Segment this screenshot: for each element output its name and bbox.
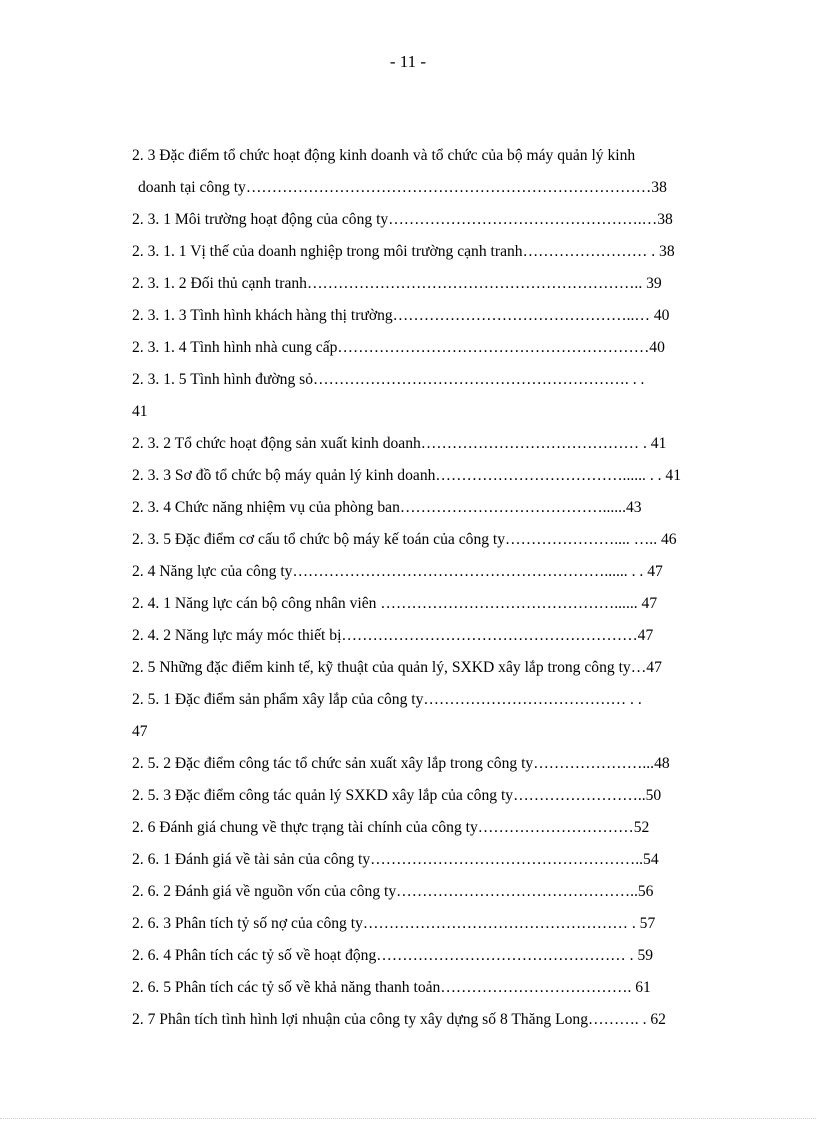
toc-line: 2. 5. 3 Đặc điểm công tác quản lý SXKD xây lắp của công ty……………………..50 [132, 787, 662, 804]
toc-line: 2. 4 Năng lực của công ty……………………………………………………...... . . 47 [132, 563, 663, 580]
toc-line: 2. 6. 1 Đánh giá về tài sản của công ty……………………………………………..54 [132, 851, 659, 868]
page-number: - 11 - [389, 52, 427, 71]
toc-line: 2. 3. 2 Tổ chức hoạt động sản xuất kinh doanh…………………………………… . 41 [132, 435, 667, 452]
toc-line: 2. 3. 1. 5 Tình hình đường sỏ……………………………………………………. . . [132, 371, 645, 388]
toc-line: 2. 3. 1. 2 Đối thủ cạnh tranh……………………………………………………….. 39 [132, 275, 662, 292]
toc-line: 2. 6. 4 Phân tích các tỷ số về hoạt động………………………………………… . 59 [132, 947, 654, 964]
toc-line: 2. 3. 1 Môi trường hoạt động của công ty………………………………………….…38 [132, 211, 673, 228]
toc-line: 2. 3. 1. 3 Tình hình khách hàng thị trường………………………………………..… 40 [132, 307, 670, 324]
toc-line: 2. 6 Đánh giá chung về thực trạng tài chính của công ty…………………………52 [132, 819, 650, 836]
toc-line: 2. 7 Phân tích tình hình lợi nhuận của công ty xây dựng số 8 Thăng Long………. . 62 [132, 1011, 666, 1028]
toc-line: 41 [132, 403, 148, 420]
toc-line: 2. 3. 1. 1 Vị thế của doanh nghiệp trong môi trường cạnh tranh…………………… . 38 [132, 243, 675, 260]
toc-line: 2. 3. 3 Sơ đồ tổ chức bộ máy quản lý kinh doanh………………………………...... . . 41 [132, 467, 682, 484]
toc-line: 2. 5. 1 Đặc điểm sản phẩm xây lắp của công ty………………………………… . . [132, 691, 642, 708]
toc-line: 2. 4. 1 Năng lực cán bộ công nhân viên ………………………………………...... 47 [132, 595, 658, 612]
table-of-contents [132, 140, 752, 1036]
toc-line: 2. 6. 2 Đánh giá về nguồn vốn của công ty………………………………………..56 [132, 883, 654, 900]
toc-line: 2. 3 Đặc điểm tổ chức hoạt động kinh doanh và tổ chức của bộ máy quản lý kinh [132, 147, 636, 164]
toc-line: 2. 5 Những đặc điểm kinh tế, kỹ thuật của quản lý, SXKD xây lắp trong công ty…47 [132, 659, 662, 676]
toc-line: 47 [132, 723, 148, 740]
toc-line: 2. 3. 1. 4 Tình hình nhà cung cấp……………………………………………………40 [132, 339, 665, 356]
toc-line: 2. 3. 4 Chức năng nhiệm vụ của phòng ban…………………………………......43 [132, 499, 642, 516]
toc-line: 2. 5. 2 Đặc điểm công tác tổ chức sản xuất xây lắp trong công ty…………………...48 [132, 755, 670, 772]
footer-divider [0, 1118, 816, 1119]
toc-line: 2. 6. 5 Phân tích các tỷ số về khả năng thanh toản………………………………. 61 [132, 979, 651, 996]
toc-line: doanh tại công ty……………………………………………………………………38 [138, 179, 667, 196]
toc-line: 2. 6. 3 Phân tích tỷ số nợ của công ty…………………………………………… . 57 [132, 915, 656, 932]
toc-line: 2. 4. 2 Năng lực máy móc thiết bị…………………………………………………47 [132, 627, 654, 644]
toc-line: 2. 3. 5 Đặc điểm cơ cấu tổ chức bộ máy kế toán của công ty………………….... ….. 46 [132, 531, 677, 548]
